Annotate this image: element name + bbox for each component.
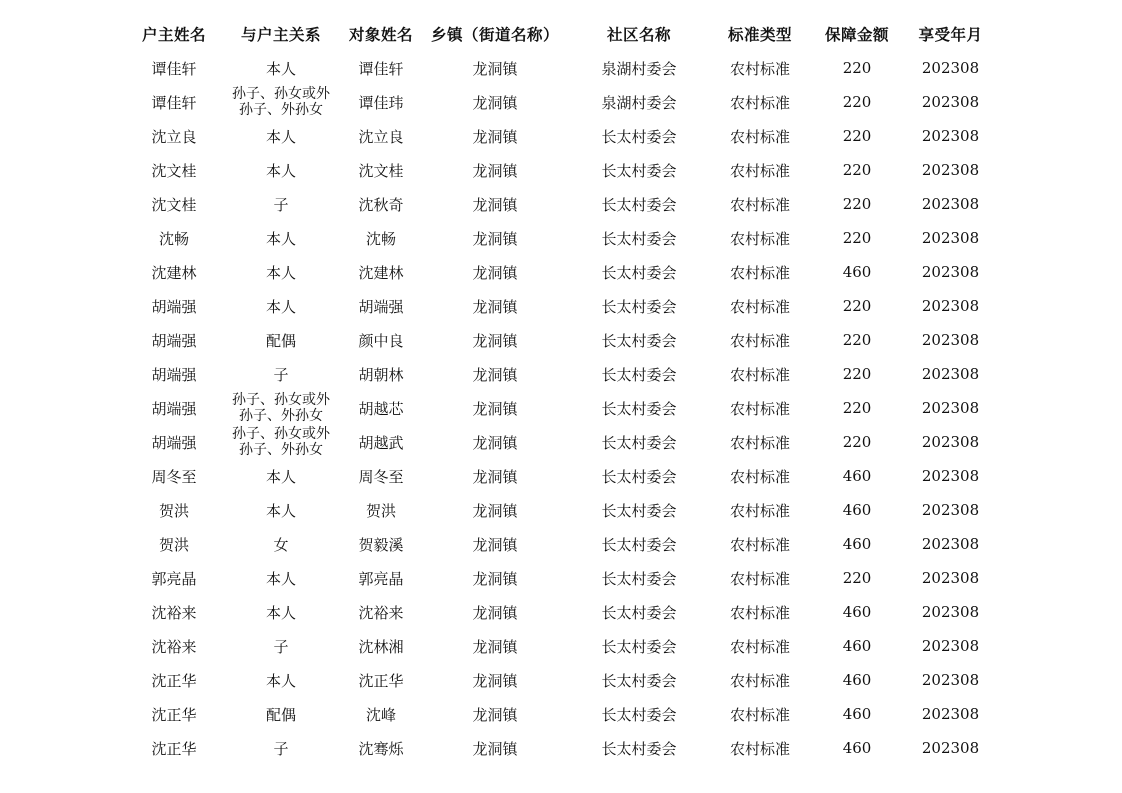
cell-community: 长太村委会 [601, 637, 677, 656]
cell-month: 202308 [921, 229, 980, 247]
cell-householder-name: 贺洪 [158, 501, 189, 520]
cell-month: 202308 [921, 331, 980, 349]
cell-month: 202308 [921, 603, 980, 621]
table-row [135, 323, 1006, 357]
cell-township: 龙洞镇 [472, 263, 518, 282]
cell-standard-type: 农村标准 [730, 705, 791, 724]
cell-month: 202308 [921, 433, 980, 451]
cell-standard-type: 农村标准 [730, 433, 791, 452]
cell-householder-name: 沈文桂 [151, 161, 197, 180]
cell-month: 202308 [921, 705, 980, 723]
table-row [135, 459, 1006, 493]
cell-amount: 460 [842, 739, 872, 757]
cell-township: 龙洞镇 [472, 331, 518, 350]
cell-recipient-name: 胡越芯 [358, 399, 404, 418]
cell-amount: 460 [842, 535, 872, 553]
cell-community: 长太村委会 [601, 331, 677, 350]
recipient-table [135, 17, 1006, 765]
cell-month: 202308 [921, 263, 980, 281]
cell-month: 202308 [921, 637, 980, 655]
header-relationship: 与户主关系 [240, 25, 321, 44]
cell-householder-name: 胡端强 [151, 399, 197, 418]
table-row [135, 119, 1006, 153]
cell-householder-name: 贺洪 [158, 535, 189, 554]
cell-relationship: 本人 [265, 501, 296, 520]
cell-township: 龙洞镇 [472, 671, 518, 690]
cell-township: 龙洞镇 [472, 127, 518, 146]
cell-recipient-name: 胡端强 [358, 297, 404, 316]
table-row [135, 629, 1006, 663]
cell-recipient-name: 贺毅溪 [358, 535, 404, 554]
cell-recipient-name: 沈正华 [358, 671, 404, 690]
cell-householder-name: 沈裕来 [151, 637, 197, 656]
cell-township: 龙洞镇 [472, 467, 518, 486]
cell-householder-name: 郭亮晶 [151, 569, 197, 588]
cell-month: 202308 [921, 671, 980, 689]
cell-householder-name: 胡端强 [151, 331, 197, 350]
cell-standard-type: 农村标准 [730, 535, 791, 554]
cell-householder-name: 胡端强 [151, 297, 197, 316]
table-row [135, 153, 1006, 187]
cell-township: 龙洞镇 [472, 433, 518, 452]
cell-month: 202308 [921, 535, 980, 553]
cell-relationship: 子 [273, 739, 289, 758]
cell-community: 长太村委会 [601, 365, 677, 384]
cell-recipient-name: 沈林湘 [358, 637, 404, 656]
cell-month: 202308 [921, 501, 980, 519]
cell-township: 龙洞镇 [472, 399, 518, 418]
cell-amount: 220 [842, 365, 872, 383]
cell-amount: 460 [842, 263, 872, 281]
cell-amount: 220 [842, 433, 872, 451]
cell-recipient-name: 沈骞烁 [358, 739, 404, 758]
cell-community: 长太村委会 [601, 569, 677, 588]
cell-standard-type: 农村标准 [730, 297, 791, 316]
cell-community: 长太村委会 [601, 501, 677, 520]
cell-recipient-name: 胡越武 [358, 433, 404, 452]
cell-standard-type: 农村标准 [730, 365, 791, 384]
cell-standard-type: 农村标准 [730, 195, 791, 214]
cell-township: 龙洞镇 [472, 161, 518, 180]
table-row [135, 595, 1006, 629]
header-standard-type: 标准类型 [728, 25, 793, 44]
cell-standard-type: 农村标准 [730, 399, 791, 418]
cell-relationship: 本人 [265, 569, 296, 588]
cell-community: 长太村委会 [601, 603, 677, 622]
cell-community: 长太村委会 [601, 229, 677, 248]
cell-community: 长太村委会 [601, 705, 677, 724]
cell-standard-type: 农村标准 [730, 467, 791, 486]
cell-month: 202308 [921, 467, 980, 485]
cell-township: 龙洞镇 [472, 195, 518, 214]
cell-standard-type: 农村标准 [730, 637, 791, 656]
cell-householder-name: 沈裕来 [151, 603, 197, 622]
cell-relationship: 配偶 [265, 331, 296, 350]
cell-month: 202308 [921, 739, 980, 757]
cell-relationship: 本人 [265, 297, 296, 316]
cell-householder-name: 沈建林 [151, 263, 197, 282]
cell-relationship: 孙子、孙女或外 孙子、外孙女 [232, 392, 330, 424]
cell-recipient-name: 沈立良 [358, 127, 404, 146]
cell-recipient-name: 郭亮晶 [358, 569, 404, 588]
cell-householder-name: 沈正华 [151, 739, 197, 758]
cell-amount: 220 [842, 331, 872, 349]
cell-month: 202308 [921, 195, 980, 213]
table-row [135, 697, 1006, 731]
cell-relationship: 本人 [265, 263, 296, 282]
cell-recipient-name: 胡朝林 [358, 365, 404, 384]
cell-amount: 220 [842, 93, 872, 111]
cell-relationship: 配偶 [265, 705, 296, 724]
table-row [135, 663, 1006, 697]
cell-township: 龙洞镇 [472, 501, 518, 520]
cell-relationship: 子 [273, 195, 289, 214]
cell-recipient-name: 沈秋奇 [358, 195, 404, 214]
cell-month: 202308 [921, 399, 980, 417]
cell-community: 长太村委会 [601, 161, 677, 180]
cell-standard-type: 农村标准 [730, 229, 791, 248]
cell-amount: 220 [842, 297, 872, 315]
cell-recipient-name: 贺洪 [366, 501, 397, 520]
cell-township: 龙洞镇 [472, 535, 518, 554]
cell-month: 202308 [921, 93, 980, 111]
cell-township: 龙洞镇 [472, 637, 518, 656]
table-row [135, 255, 1006, 289]
table-body [135, 51, 1006, 765]
cell-township: 龙洞镇 [472, 297, 518, 316]
cell-standard-type: 农村标准 [730, 331, 791, 350]
cell-amount: 460 [842, 603, 872, 621]
table-row [135, 527, 1006, 561]
cell-amount: 460 [842, 501, 872, 519]
table-row [135, 357, 1006, 391]
cell-community: 长太村委会 [601, 671, 677, 690]
cell-recipient-name: 沈文桂 [358, 161, 404, 180]
cell-amount: 220 [842, 399, 872, 417]
cell-month: 202308 [921, 365, 980, 383]
cell-month: 202308 [921, 297, 980, 315]
cell-recipient-name: 沈裕来 [358, 603, 404, 622]
cell-householder-name: 谭佳轩 [151, 93, 197, 112]
cell-relationship: 本人 [265, 59, 296, 78]
cell-township: 龙洞镇 [472, 705, 518, 724]
cell-amount: 460 [842, 671, 872, 689]
cell-recipient-name: 谭佳轩 [358, 59, 404, 78]
table-row [135, 85, 1006, 119]
cell-standard-type: 农村标准 [730, 603, 791, 622]
cell-amount: 460 [842, 705, 872, 723]
cell-householder-name: 周冬至 [151, 467, 197, 486]
cell-community: 泉湖村委会 [601, 93, 677, 112]
cell-month: 202308 [921, 161, 980, 179]
cell-month: 202308 [921, 59, 980, 77]
cell-township: 龙洞镇 [472, 59, 518, 78]
cell-community: 长太村委会 [601, 399, 677, 418]
cell-householder-name: 胡端强 [151, 433, 197, 452]
cell-township: 龙洞镇 [472, 569, 518, 588]
cell-amount: 460 [842, 467, 872, 485]
table-row [135, 425, 1006, 459]
cell-relationship: 本人 [265, 603, 296, 622]
cell-standard-type: 农村标准 [730, 161, 791, 180]
cell-standard-type: 农村标准 [730, 59, 791, 78]
table-row [135, 289, 1006, 323]
cell-township: 龙洞镇 [472, 229, 518, 248]
cell-community: 长太村委会 [601, 535, 677, 554]
cell-standard-type: 农村标准 [730, 569, 791, 588]
cell-community: 长太村委会 [601, 739, 677, 758]
table-row [135, 561, 1006, 595]
cell-relationship: 本人 [265, 127, 296, 146]
cell-relationship: 女 [273, 535, 289, 554]
cell-standard-type: 农村标准 [730, 739, 791, 758]
cell-community: 长太村委会 [601, 467, 677, 486]
cell-community: 长太村委会 [601, 263, 677, 282]
cell-community: 长太村委会 [601, 433, 677, 452]
cell-township: 龙洞镇 [472, 603, 518, 622]
cell-recipient-name: 颜中良 [358, 331, 404, 350]
header-township: 乡镇（街道名称） [431, 25, 560, 44]
cell-amount: 220 [842, 569, 872, 587]
cell-standard-type: 农村标准 [730, 263, 791, 282]
cell-standard-type: 农村标准 [730, 501, 791, 520]
cell-community: 长太村委会 [601, 297, 677, 316]
cell-householder-name: 沈文桂 [151, 195, 197, 214]
cell-amount: 220 [842, 127, 872, 145]
cell-amount: 220 [842, 161, 872, 179]
cell-householder-name: 胡端强 [151, 365, 197, 384]
cell-relationship: 本人 [265, 161, 296, 180]
cell-township: 龙洞镇 [472, 365, 518, 384]
cell-relationship: 本人 [265, 671, 296, 690]
header-householder-name: 户主姓名 [141, 25, 206, 44]
table-row [135, 51, 1006, 85]
table-row [135, 493, 1006, 527]
cell-recipient-name: 沈建林 [358, 263, 404, 282]
cell-amount: 220 [842, 195, 872, 213]
cell-recipient-name: 沈峰 [366, 705, 397, 724]
table-row [135, 731, 1006, 765]
cell-householder-name: 沈正华 [151, 705, 197, 724]
header-row [135, 17, 1006, 51]
cell-relationship: 孙子、孙女或外 孙子、外孙女 [232, 426, 330, 458]
cell-relationship: 本人 [265, 467, 296, 486]
cell-recipient-name: 沈畅 [366, 229, 397, 248]
cell-relationship: 子 [273, 365, 289, 384]
cell-relationship: 本人 [265, 229, 296, 248]
cell-township: 龙洞镇 [472, 739, 518, 758]
cell-month: 202308 [921, 127, 980, 145]
header-month: 享受年月 [918, 25, 983, 44]
cell-standard-type: 农村标准 [730, 127, 791, 146]
cell-community: 长太村委会 [601, 127, 677, 146]
table-row [135, 187, 1006, 221]
cell-relationship: 子 [273, 637, 289, 656]
cell-householder-name: 谭佳轩 [151, 59, 197, 78]
table-row [135, 391, 1006, 425]
cell-recipient-name: 谭佳玮 [358, 93, 404, 112]
cell-householder-name: 沈立良 [151, 127, 197, 146]
cell-relationship: 孙子、孙女或外 孙子、外孙女 [232, 86, 330, 118]
cell-month: 202308 [921, 569, 980, 587]
header-amount: 保障金额 [825, 25, 890, 44]
cell-amount: 220 [842, 229, 872, 247]
cell-standard-type: 农村标准 [730, 671, 791, 690]
header-community: 社区名称 [607, 25, 672, 44]
cell-householder-name: 沈畅 [158, 229, 189, 248]
cell-standard-type: 农村标准 [730, 93, 791, 112]
cell-community: 长太村委会 [601, 195, 677, 214]
cell-amount: 460 [842, 637, 872, 655]
cell-recipient-name: 周冬至 [358, 467, 404, 486]
header-recipient-name: 对象姓名 [349, 25, 414, 44]
cell-householder-name: 沈正华 [151, 671, 197, 690]
cell-amount: 220 [842, 59, 872, 77]
cell-township: 龙洞镇 [472, 93, 518, 112]
table-row [135, 221, 1006, 255]
cell-community: 泉湖村委会 [601, 59, 677, 78]
